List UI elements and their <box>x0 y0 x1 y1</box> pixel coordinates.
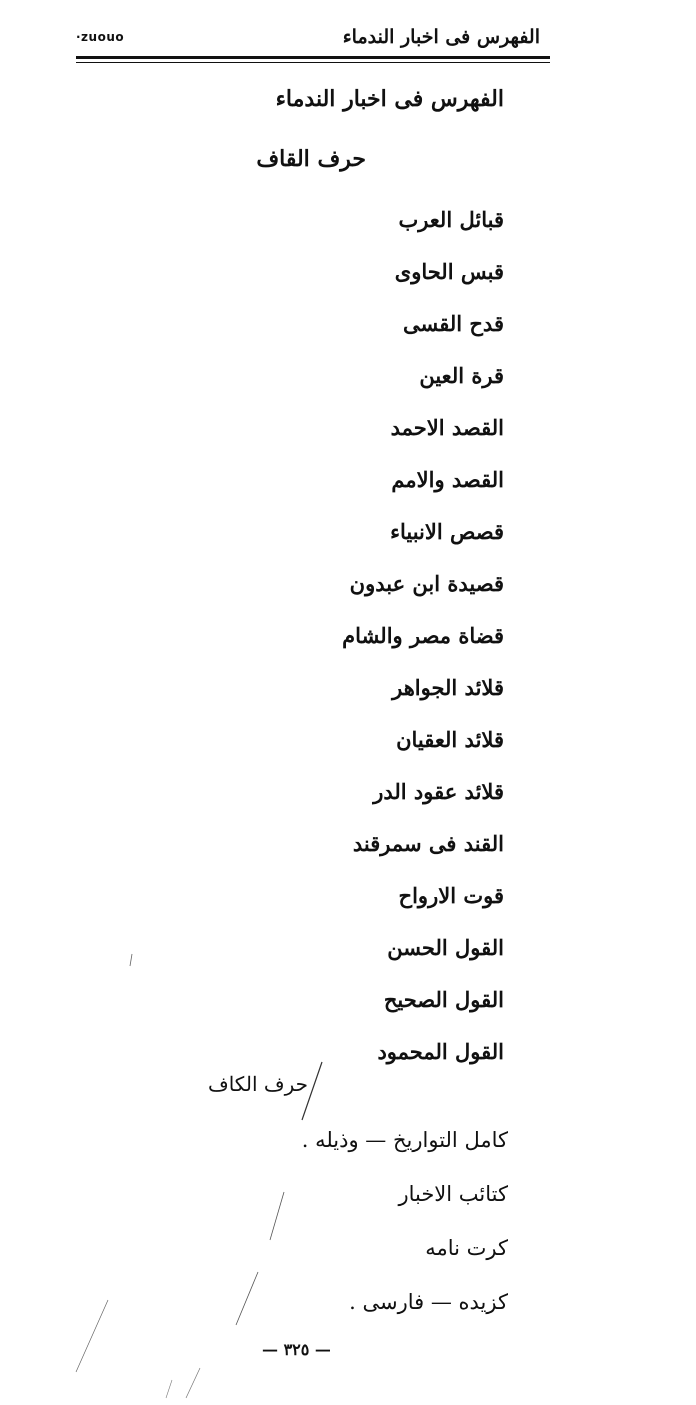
index-entry: كزيده — فارسى . <box>349 1290 508 1314</box>
index-entry: قلائد الجواهر <box>392 675 504 700</box>
header-rule-thin <box>76 62 550 63</box>
index-entry: القول الحسن <box>387 935 504 960</box>
index-entry: قوت الارواح <box>398 883 504 908</box>
index-entry: قلائد العقيان <box>396 727 504 752</box>
index-entry: كتائب الاخبار <box>398 1182 508 1206</box>
index-entry: قرة العين <box>419 363 504 388</box>
index-entry: القول المحمود <box>377 1039 504 1064</box>
index-entry: قدح القسى <box>402 311 504 336</box>
section-heading-qaf: حرف القاف <box>256 146 366 172</box>
index-entry: القول الصحيح <box>383 987 504 1012</box>
index-entry: قلائد عقود الدر <box>373 779 504 804</box>
index-list-qaf <box>84 200 504 1084</box>
index-entry: قضاة مصر والشام <box>342 623 504 648</box>
index-entry: قبائل العرب <box>398 207 504 232</box>
index-entry: كرت نامه <box>425 1236 508 1260</box>
running-header-title: الفهرس فى اخبار الندماء <box>342 26 540 48</box>
header-rule-thick <box>76 56 550 59</box>
index-entry: كامل التواريخ — وذيله . <box>301 1128 508 1152</box>
index-entry: القصد والامم <box>391 467 504 492</box>
index-entry: قبس الحاوى <box>394 259 504 284</box>
index-entry: القند فى سمرقند <box>352 831 504 856</box>
index-entry: قصيدة ابن عبدون <box>349 571 504 596</box>
page-title: الفهرس فى اخبار الندماء <box>275 86 504 112</box>
page-number: — ٣٢٥ — <box>262 1340 331 1359</box>
pencil-stroke <box>166 1380 172 1398</box>
index-list-kaf <box>88 1120 508 1336</box>
running-header-code: ·zuouo <box>76 30 125 44</box>
section-heading-kaf: حرف الكاف <box>207 1072 308 1096</box>
index-entry: قصص الانبياء <box>390 519 504 544</box>
index-entry: القصد الاحمد <box>390 415 504 440</box>
pencil-stroke <box>186 1368 200 1398</box>
